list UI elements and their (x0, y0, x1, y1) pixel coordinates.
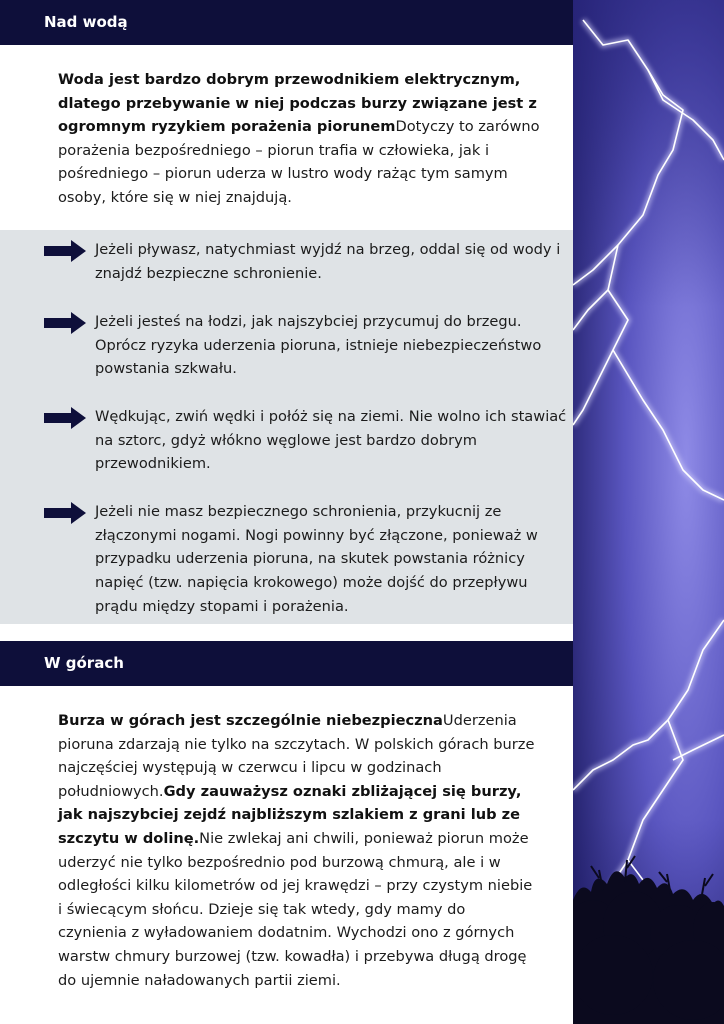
lightning-illustration (573, 0, 724, 1024)
section-title-mountains: W górach (0, 641, 573, 686)
lightning-storm-image (573, 0, 724, 1024)
water-intro-paragraph (58, 68, 548, 209)
arrow-right-icon (44, 312, 86, 334)
arrow-right-icon (44, 502, 86, 524)
section-title-water: Nad wodą (0, 0, 573, 45)
water-intro-text: Dotyczy to zarówno porażenia bezpośredniego – piorun trafia w człowieka, jak i pośredniego – piorun uderza w lustro wody rażąc tym samym osoby, które się w niej znajdują. (58, 118, 540, 206)
tip-text: Jeżeli pływasz, natychmiast wyjdź na brzeg, oddal się od wody i znajdź bezpieczne schronienie. (95, 241, 561, 282)
arrow-right-icon (44, 407, 86, 429)
tip-text: Jeżeli nie masz bezpiecznego schronienia, przykucnij ze złączonymi nogami. Nogi powinny być złączone, ponieważ w przypadku uderzenia pioruna, na skutek powstania różnicy napięć (tzw. napięcia krokowego) może dojść do przepływu prądu między stopami i porażenia. (95, 503, 538, 615)
tip-text: Jeżeli jesteś na łodzi, jak najszybciej przycumuj do brzegu. Oprócz ryzyka uderzenia pioruna, istnieje niebezpieczeństwo powstania szkwału. (95, 313, 542, 378)
mountains-bold-1: Burza w górach jest szczególnie niebezpieczna (58, 712, 443, 729)
mountains-paragraph (58, 709, 538, 992)
tip-text: Wędkując, zwiń wędki i połóż się na ziemi. Nie wolno ich stawiać na sztorc, gdyż włókno węglowe jest bardzo dobrym przewodnikiem. (95, 408, 567, 473)
water-tips-panel (0, 230, 573, 624)
mountains-text-1: Uderzenia pioruna zdarzają nie tylko na szczytach. W polskich górach burze najczęściej występują w czerwcu i lipcu w godzinach południowych. (58, 712, 535, 800)
water-intro-bold: Woda jest bardzo dobrym przewodnikiem elektrycznym, dlatego przebywanie w niej podczas burzy związane jest z ogromnym ryzykiem porażenia piorunem (58, 71, 537, 135)
mountains-text-2: Nie zwlekaj ani chwili, ponieważ piorun może uderzyć nie tylko bezpośrednio pod burzową chmurą, ale i w odległości kilku kilometrów od jej krawędzi – przy czystym niebie i świecącym słońcu. Dzieje się tak wtedy, gdy mamy do czynienia z wyładowaniem dodatnim. Wychodzi ono z górnych warstw chmury burzowej (tzw. kowadła) i przebywa długą drogę do ujemnie naładowanych partii ziemi. (58, 829, 533, 989)
mountains-bold-2: Gdy zauważysz oznaki zbliżającej się burzy, jak najszybciej zejdź najbliższym szlakiem z grani lub ze szczytu w dolinę. (58, 782, 522, 847)
arrow-right-icon (44, 240, 86, 262)
